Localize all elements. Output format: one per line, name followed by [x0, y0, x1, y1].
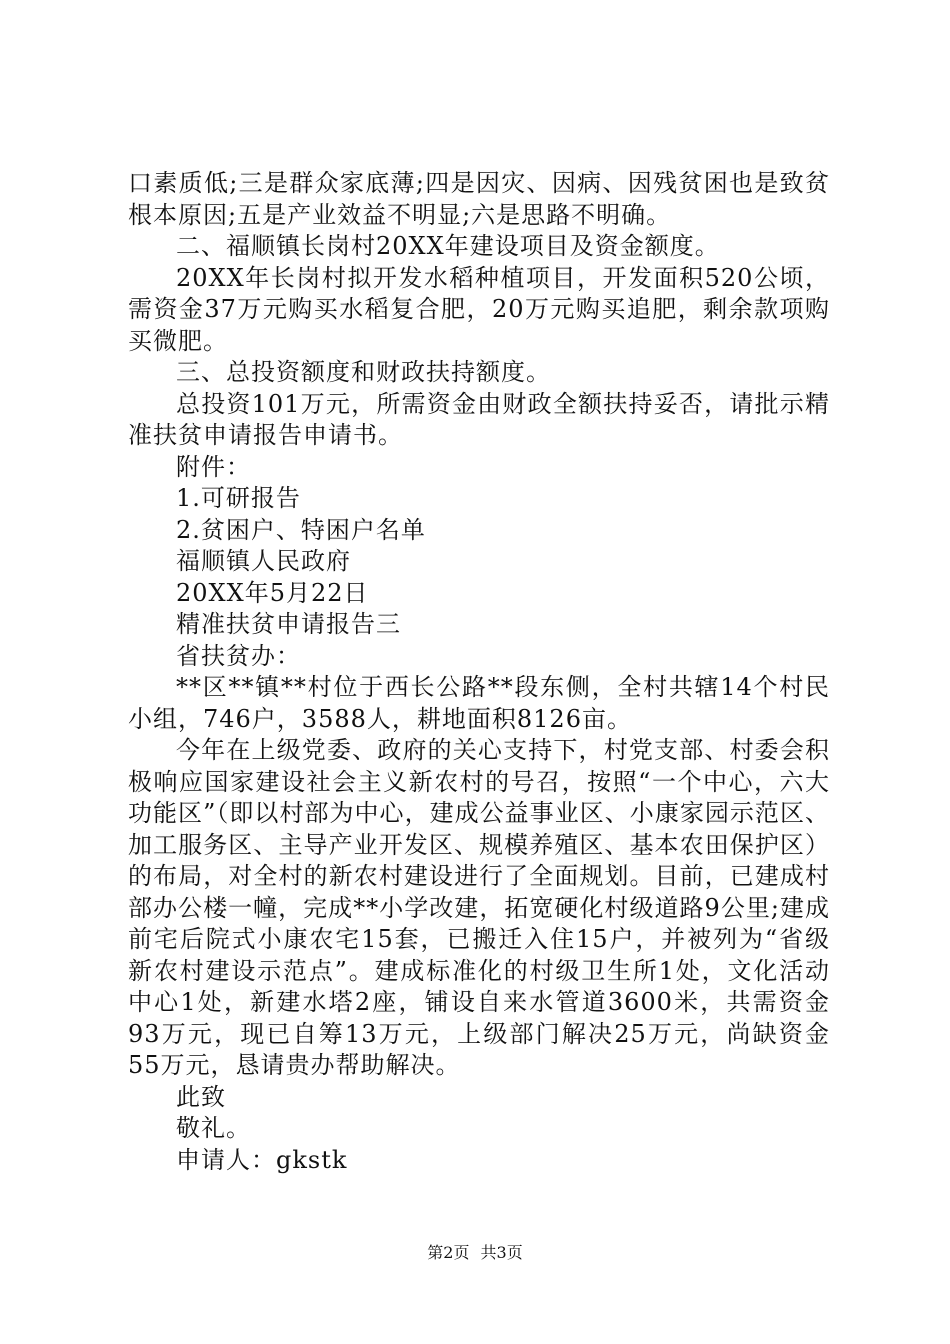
closing-regards: 敬礼。: [176, 1114, 251, 1142]
attachment-item-2: 2.贫困户、特困户名单: [176, 515, 426, 544]
document-body: [128, 168, 830, 1176]
heading-project-funding: 二、福顺镇长岗村20XX年建设项目及资金额度。: [176, 232, 720, 260]
paragraph-causes: 口素质低;三是群众家底薄;四是因灾、因病、因残贫困也是致贫根本原因;五是产业效益不明显;六是思路不明确。: [128, 169, 830, 229]
paragraph-total-investment: 总投资101万元，所需资金由财政全额扶持妥否，请批示精准扶贫申请报告申请书。: [128, 389, 830, 449]
attachments-label: 附件：: [176, 452, 251, 481]
attachment-item-1: 1.可研报告: [176, 484, 301, 512]
heading-total-investment: 三、总投资额度和财政扶持额度。: [176, 358, 551, 386]
closing-salutation: 此致: [176, 1082, 226, 1111]
section-title-report-three: 精准扶贫申请报告三: [176, 610, 401, 638]
addressee: 省扶贫办：: [176, 641, 301, 670]
page-total: 共3页: [480, 1243, 523, 1262]
signature-date: 20XX年5月22日: [176, 578, 369, 607]
page-number: 第2页: [427, 1243, 470, 1262]
signature-organization: 福顺镇人民政府: [176, 547, 351, 575]
page-footer: [0, 1240, 950, 1263]
applicant-line: 申请人：gkstk: [176, 1145, 348, 1174]
paragraph-rice-project: 20XX年长岗村拟开发水稻种植项目，开发面积520公顷，需资金37万元购买水稻复合肥，20万元购买追肥，剩余款项购买微肥。: [128, 263, 830, 355]
paragraph-village-overview: **区**镇**村位于西长公路**段东侧，全村共辖14个村民小组，746户，3588人，耕地面积8126亩。: [128, 673, 830, 733]
paragraph-construction-progress: 今年在上级党委、政府的关心支持下，村党支部、村委会积极响应国家建设社会主义新农村的号召，按照“一个中心，六大功能区”（即以村部为中心，建成公益事业区、小康家园示范区、加工服务区、主导产业开发区、规模养殖区、基本农田保护区）的布局，对全村的新农村建设进行了全面规划。目前，已建成村部办公楼一幢，完成**小学改建，拓宽硬化村级道路9公里;建成前宅后院式小康农宅15套，已搬迁入住15户，并被列为“省级新农村建设示范点”。建成标准化的村级卫生所1处，文化活动中心1处，新建水塔2座，铺设自来水管道3600米，共需资金93万元，现已自筹13万元，上级部门解决25万元，尚缺资金55万元，恳请贵办帮助解决。: [128, 736, 830, 1079]
